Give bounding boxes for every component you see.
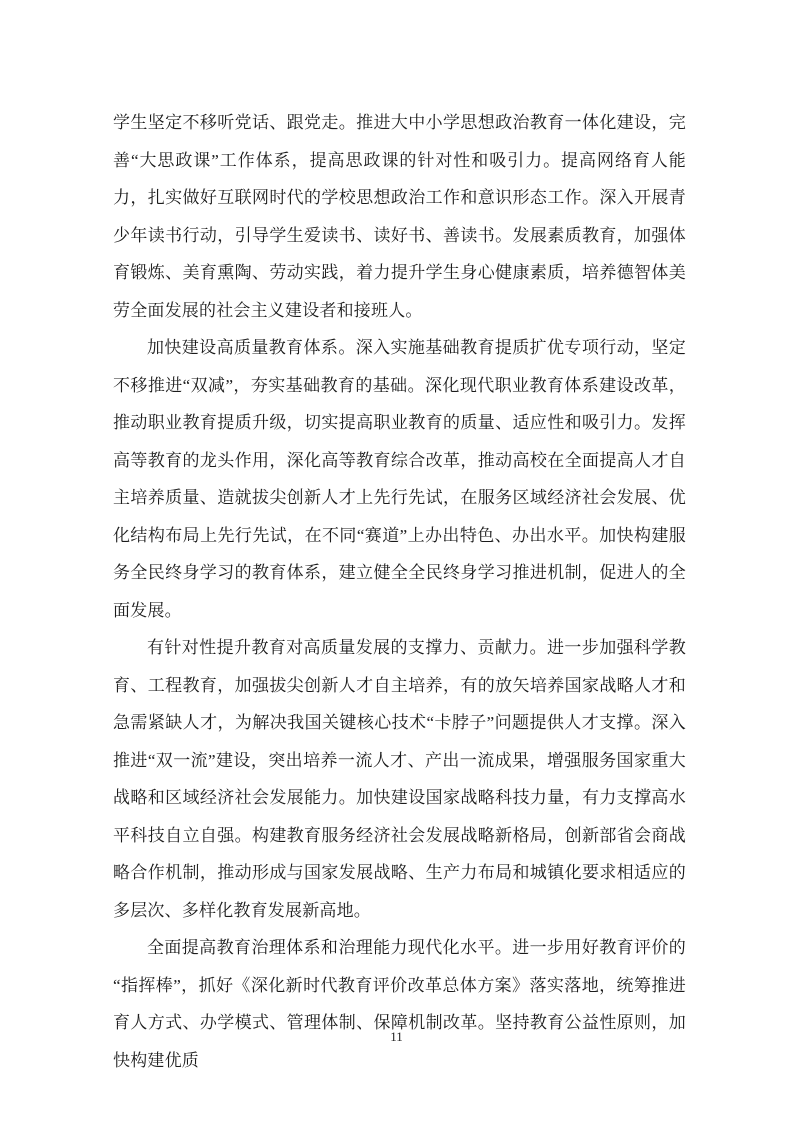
paragraph: 有针对性提升教育对高质量发展的支撑力、贡献力。进一步加强科学教育、工程教育，加强拔尖创新人才自主培养，有的放矢培养国家战略人才和急需紧缺人才，为解决我国关键核心技术“卡脖子”问题提供人才支撑。深入推进“双一流”建设，突出培养一流人才、产出一流成果，增强服务国家重大战略和区域经济社会发展能力。加快建设国家战略科技力量，有力支撑高水平科技自立自强。构建教育服务经济社会发展战略新格局，创新部省会商战略合作机制，推动形成与国家发展战略、生产力布局和城镇化要求相适应的多层次、多样化教育发展新高地。 (113, 638, 686, 920)
paragraph: 全面提高教育治理体系和治理能力现代化水平。进一步用好教育评价的“指挥棒”，抓好《深化新时代教育评价改革总体方案》落实落地，统筹推进育人方式、办学模式、管理体制、保障机制改革。坚持教育公益性原则，加快构建优质 (113, 938, 686, 1070)
paragraph-continuation: 学生坚定不移听党话、跟党走。推进大中小学思想政治教育一体化建设，完善“大思政课”工作体系，提高思政课的针对性和吸引力。提高网络育人能力，扎实做好互联网时代的学校思想政治工作和意识形态工作。深入开展青少年读书行动，引导学生爱读书、读好书、善读书。发展素质教育，加强体育锻炼、美育熏陶、劳动实践，着力提升学生身心健康素质，培养德智体美劳全面发展的社会主义建设者和接班人。 (113, 113, 686, 320)
page-number: 11 (390, 1029, 403, 1044)
paragraph: 加快建设高质量教育体系。深入实施基础教育提质扩优专项行动，坚定不移推进“双减”，夯实基础教育的基础。深化现代职业教育体系建设改革，推动职业教育提质升级，切实提高职业教育的质量、适应性和吸引力。发挥高等教育的龙头作用，深化高等教育综合改革，推动高校在全面提高人才自主培养质量、造就拔尖创新人才上先行先试，在服务区域经济社会发展、优化结构布局上先行先试，在不同“赛道”上办出特色、办出水平。加快构建服务全民终身学习的教育体系，建立健全全民终身学习推进机制，促进人的全面发展。 (113, 338, 686, 620)
page-body-text (113, 104, 686, 1079)
